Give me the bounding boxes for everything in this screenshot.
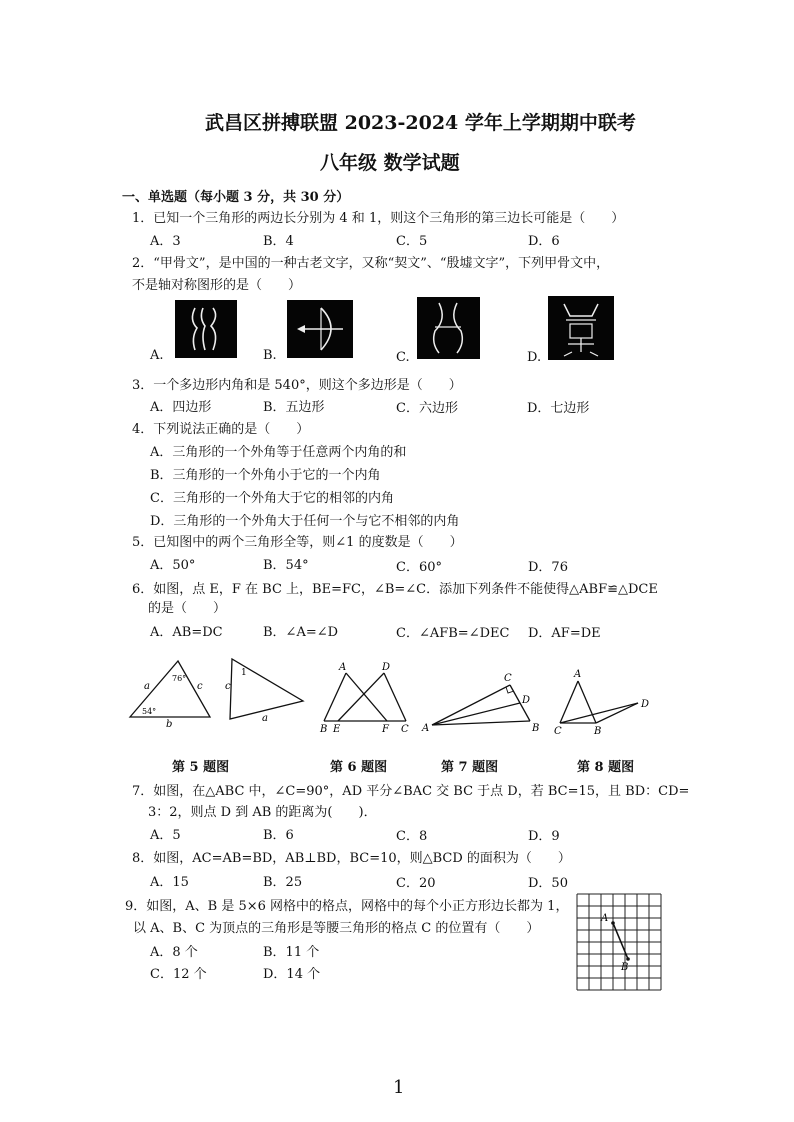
q8-option-a: A．15	[150, 875, 189, 890]
question-1-stem: 1．已知一个三角形的两边长分别为 4 和 1，则这个三角形的第三边长可能是（ ）	[132, 211, 625, 226]
q5-option-b: B．54°	[263, 558, 309, 573]
q9-option-c: C．12 个	[150, 967, 207, 982]
question-5-stem: 5．已知图中的两个三角形全等，则∠1 的度数是（ ）	[132, 535, 463, 550]
point-b	[626, 957, 630, 961]
q1-option-a: A．3	[150, 234, 181, 249]
q7-option-c: C．8	[396, 829, 428, 844]
question-6-stem-line1: 6．如图，点 E，F 在 BC 上，BE=FC，∠B=∠C．添加下列条件不能使得△ABF≌△DCE	[132, 582, 658, 597]
question-3-stem: 3．一个多边形内角和是 540°，则这个多边形是（ ）	[132, 378, 462, 393]
page-number: 1	[393, 1077, 405, 1098]
q4-option-a: A．三角形的一个外角等于任意两个内角的和	[150, 445, 407, 460]
fig6-label-D: D	[382, 662, 391, 673]
question-2-stem-line2: 不是轴对称图形的是（ ）	[132, 278, 302, 293]
fig5-label-76: 76°	[172, 674, 187, 683]
question-9-stem-line2: 以 A、B、C 为顶点的三角形是等腰三角形的格点 C 的位置有（ ）	[133, 921, 540, 936]
fig7-label-A: A	[422, 723, 430, 734]
fig7-label-B: B	[532, 723, 540, 734]
q1-option-c: C．5	[396, 234, 428, 249]
oracle-char-a-icon	[175, 300, 237, 358]
fig6-label-C: C	[401, 724, 409, 735]
q3-option-d: D．七边形	[527, 401, 590, 416]
question-7-stem-line1: 7．如图，在△ABC 中，∠C=90°，AD 平分∠BAC 交 BC 于点 D，若 BC=15，且 BD：CD=	[132, 784, 690, 799]
oracle-char-c-icon	[417, 297, 480, 359]
q7-option-b: B．6	[263, 828, 294, 843]
q4-option-d: D．三角形的一个外角大于任何一个与它不相邻的内角	[150, 514, 460, 529]
q2-option-d: D.	[527, 350, 542, 365]
q5-option-a: A．50°	[150, 558, 196, 573]
fig6-label-A: A	[339, 662, 347, 673]
q9-option-d: D．14 个	[263, 967, 321, 982]
fig5-label-b1: b	[166, 719, 173, 730]
q4-option-b: B．三角形的一个外角小于它的一个内角	[150, 468, 381, 483]
grid-label-A: A	[601, 913, 609, 924]
fig8-diagram	[554, 669, 649, 737]
question-2-stem-line1: 2．“甲骨文”，是中国的一种古老文字，又称“契文”、“殷墟文字”，下列甲骨文中，	[132, 256, 610, 271]
q2-option-b: B.	[263, 348, 277, 363]
oracle-char-b-icon	[287, 300, 353, 358]
section-header: 一、单选题（每小题 3 分，共 30 分）	[122, 190, 350, 205]
fig5-label-c2: c	[225, 681, 231, 692]
question-7-stem-line2: 3：2，则点 D 到 AB 的距离为( )．	[148, 805, 377, 820]
q7-option-a: A．5	[150, 828, 181, 843]
oracle-char-d-icon	[548, 296, 614, 360]
q1-option-b: B．4	[263, 234, 294, 249]
q6-option-c: C．∠AFB=∠DEC	[396, 626, 510, 641]
q3-option-b: B．五边形	[263, 400, 325, 415]
fig8-label-B: B	[594, 726, 602, 737]
q8-option-c: C．20	[396, 876, 436, 891]
fig5-label-a2: a	[262, 713, 268, 724]
q6-option-a: A．AB=DC	[150, 625, 223, 640]
q7-option-d: D．9	[528, 829, 560, 844]
fig6-label-F: F	[382, 724, 389, 735]
oracle-char-c-image	[417, 297, 480, 359]
q4-option-c: C．三角形的一个外角大于它的相邻的内角	[150, 491, 394, 506]
question-4-stem: 4．下列说法正确的是（ ）	[132, 422, 310, 437]
fig6-label-E: E	[333, 724, 341, 735]
grid-label-B: B	[621, 962, 629, 973]
q5-option-c: C．60°	[396, 560, 442, 575]
question-6-stem-line2: 的是（ ）	[148, 601, 227, 616]
question-9-stem-line1: 9．如图，A、B 是 5×6 网格中的格点，网格中的每个小正方形边长都为 1，	[125, 899, 569, 914]
exam-subtitle: 八年级 数学试题	[320, 152, 460, 174]
q9-option-a: A．8 个	[150, 945, 198, 960]
fig7-label-D: D	[522, 695, 531, 706]
q2-option-a: A.	[150, 348, 164, 363]
caption-fig8: 第 8 题图	[577, 760, 635, 775]
caption-fig5: 第 5 题图	[172, 760, 230, 775]
fig5-label-one: 1	[241, 668, 247, 678]
oracle-char-a-image	[175, 300, 237, 358]
caption-fig6: 第 6 题图	[330, 760, 388, 775]
caption-fig7: 第 7 题图	[441, 760, 499, 775]
q2-option-c: C.	[396, 350, 410, 365]
fig8-label-D: D	[641, 699, 650, 710]
fig5-label-a1: a	[144, 681, 150, 692]
q9-grid-figure	[575, 890, 665, 1000]
exam-title: 武昌区拼搏联盟 2023-2024 学年上学期期中联考	[205, 112, 636, 134]
fig8-label-A: A	[574, 669, 582, 680]
q8-option-b: B．25	[263, 875, 303, 890]
question-8-stem: 8．如图，AC=AB=BD，AB⊥BD，BC=10，则△BCD 的面积为（ ）	[132, 851, 571, 866]
fig8-label-C: C	[554, 726, 562, 737]
q9-option-b: B．11 个	[263, 945, 320, 960]
q3-option-a: A．四边形	[150, 400, 212, 415]
point-a	[611, 921, 615, 925]
oracle-char-b-image	[287, 300, 353, 358]
fig7-diagram	[421, 673, 539, 734]
q3-option-c: C．六边形	[396, 401, 458, 416]
q6-option-d: D．AF=DE	[528, 626, 601, 641]
q5-option-d: D．76	[528, 560, 568, 575]
fig5-triangle-1	[130, 661, 210, 730]
q8-option-d: D．50	[528, 876, 568, 891]
fig5-label-54: 54°	[142, 707, 157, 716]
fig7-label-C: C	[504, 673, 512, 684]
fig5-label-c1: c	[197, 681, 203, 692]
q6-option-b: B．∠A=∠D	[263, 625, 339, 640]
grid-lines	[577, 894, 661, 990]
q1-option-d: D．6	[528, 234, 560, 249]
figures-row	[120, 655, 680, 745]
fig6-label-B: B	[320, 724, 328, 735]
fig5-triangle-2	[225, 659, 303, 724]
oracle-char-d-image	[548, 296, 614, 360]
fig6-diagram	[319, 662, 409, 735]
